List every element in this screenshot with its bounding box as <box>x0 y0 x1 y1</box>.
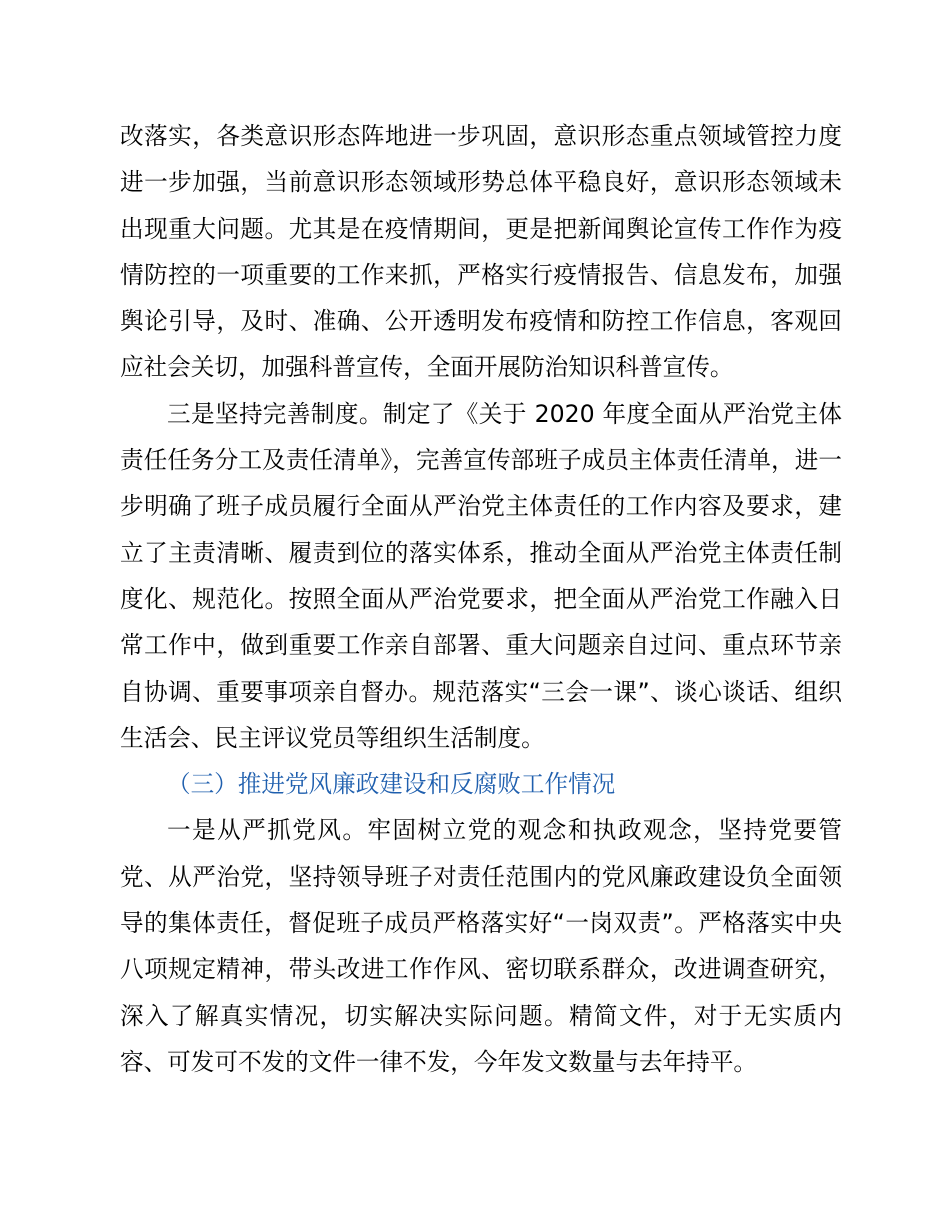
paragraph-party-style: 一是从严抓党风。牢固树立党的观念和执政观念，坚持党要管党、从严治党，坚持领导班子对责任范围内的党风廉政建设负全面领导的集体责任，督促班子成员严格落实好“一岗双责”。严格落实中央八项规定精神，带头改进工作作风、密切联系群众，改进调查研究，深入了解真实情况，切实解决实际问题。精简文件，对于无实质内容、可发可不发的文件一律不发，今年发文数量与去年持平。 <box>120 816 842 1076</box>
paragraph-improve-system: 三是坚持完善制度。制定了《关于 2020 年度全面从严治党主体责任任务分工及责任清单》，完善宣传部班子成员主体责任清单，进一步明确了班子成员履行全面从严治党主体责任的工作内容及要求，建立了主责清晰、履责到位的落实体系，推动全面从严治党主体责任制度化、规范化。按照全面从严治党要求，把全面从严治党工作融入日常工作中，做到重要工作亲自部署、重大问题亲自过问、重点环节亲自协调、重要事项亲自督办。规范落实“三会一课”、谈心谈话、组织生活会、民主评议党员等组织生活制度。 <box>120 399 842 752</box>
paragraph-continuation: 改落实，各类意识形态阵地进一步巩固，意识形态重点领域管控力度进一步加强，当前意识形态领域形势总体平稳良好，意识形态领域未出现重大问题。尤其是在疫情期间，更是把新闻舆论宣传工作作为疫情防控的一项重要的工作来抓，严格实行疫情报告、信息发布，加强舆论引导，及时、准确、公开透明发布疫情和防控工作信息，客观回应社会关切，加强科普宣传，全面开展防治知识科普宣传。 <box>120 122 842 382</box>
section-heading: （三）推进党风廉政建设和反腐败工作情况 <box>167 770 616 799</box>
